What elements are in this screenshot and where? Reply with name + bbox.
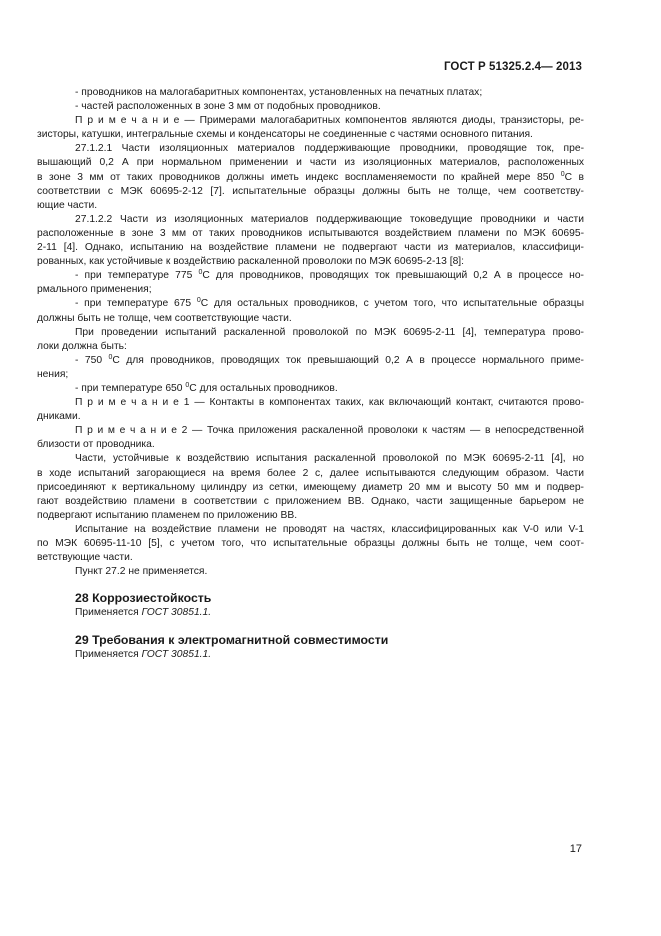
note-3: П р и м е ч а н и е 2 — Точка приложения раскаленной проволоки к частям — в непосредственной близости от проводника. <box>37 425 585 451</box>
section-29-title: 29 Требования к электромагнитной совместимости <box>75 633 389 648</box>
page-content <box>37 86 585 662</box>
note-1: П р и м е ч а н и е — Примерами малогабаритных компонентов являются диоды, транзисторы, ре- зисторы, катушки, интегральные схемы и конденсаторы не соединенные с частями основного питания. <box>37 115 584 141</box>
parts-paragraph: Части, устойчивые к воздействию испытания раскаленной проволокой по МЭК 60695-2-11 [4], но в ходе испытаний загорающиеся на время более 2 с, далее испытываются следующим образом. Части присоединяют к вертикальному цилиндру из сетки, имеющему диаметр 20 мм и высоту 50 мм и подвер- гают воздействию пламени в соответствии с приложением ВВ. Однако, части защищенные барьером не подвергают испытанию пламенем по приложению ВВ. <box>37 453 584 521</box>
clause-27-2: Пункт 27.2 не применяется. <box>75 566 208 578</box>
section-29-text: Применяется ГОСТ 30851.1. <box>75 649 212 661</box>
standard-ref: ГОСТ 30851.1. <box>141 649 212 661</box>
clause-27-1-2-1: 27.1.2.1 Части изоляционных материалов поддерживающие проводники, проводящие ток, пре- вышающий 0,2 А при нормальном применении и части из изоляционных материалов, расположенных в зоне 3 мм от таких проводников должны иметь индекс воспламеняемости по крайней мере 850 $^0$C в соответствии с МЭК 60695-2-12 [7]. испытательные образцы должны быть не толще, чем соответству- ющие части. <box>37 143 584 211</box>
section-28-text: Применяется ГОСТ 30851.1. <box>75 607 212 619</box>
glow-wire-temps: При проведении испытаний раскаленной проволокой по МЭК 60695-2-11 [4], температура прово- локи должна быть: - 750 $^0$C для проводников, проводящих ток превышающий 0,2 А в процессе нормального приме- нения; - при температуре 650 $^0$C для остальных проводников. <box>37 326 584 394</box>
note-label: П р и м е ч а н и е 2 <box>75 425 188 437</box>
page-number: 17 <box>569 843 582 855</box>
note-label: П р и м е ч а н и е 1 <box>75 397 190 409</box>
note-label: П р и м е ч а н и е <box>75 115 180 127</box>
list-item: - проводников на малогабаритных компонентах, установленных на печатных платах; - частей расположенных в зоне 3 мм от подобных проводников. <box>75 87 483 113</box>
standard-header: ГОСТ Р 51325.2.4— 2013 <box>443 61 582 73</box>
flame-paragraph: Испытание на воздействие пламени не проводят на частях, классифицированных как V-0 или V-1 по МЭК 60695-11-10 [5], с учетом того, что испытательные образцы должны быть не толще, чем соот- ветствующие части. <box>37 523 584 564</box>
note-2: П р и м е ч а н и е 1 — Контакты в компонентах таких, как включающий контакт, считаются прово- дниками. <box>37 397 584 423</box>
standard-ref: ГОСТ 30851.1. <box>141 607 212 619</box>
section-28-title: 28 Коррозиестойкость <box>75 591 212 606</box>
clause-27-1-2-2: 27.1.2.2 Части из изоляционных материалов поддерживающие токоведущие проводники и части расположенные в зоне 3 мм от таких проводников испытываются воздействием пламени по МЭК 60695- 2-11 [4]. Однако, испытанию на воздействие пламени не подвергают части из материалов, классифици- рованных, как устойчивые к воздействию раскаленной проволоки по МЭК 60695-2-13 [8]: - при температуре 775 $^0$C для проводников, проводящих ток превышающий 0,2 А в процессе но- рмального применения; - при температуре 675 $^0$C для остальных проводников, с учетом того, что испытательные образцы должны быть не толще, чем соответствующие части. <box>37 213 584 324</box>
